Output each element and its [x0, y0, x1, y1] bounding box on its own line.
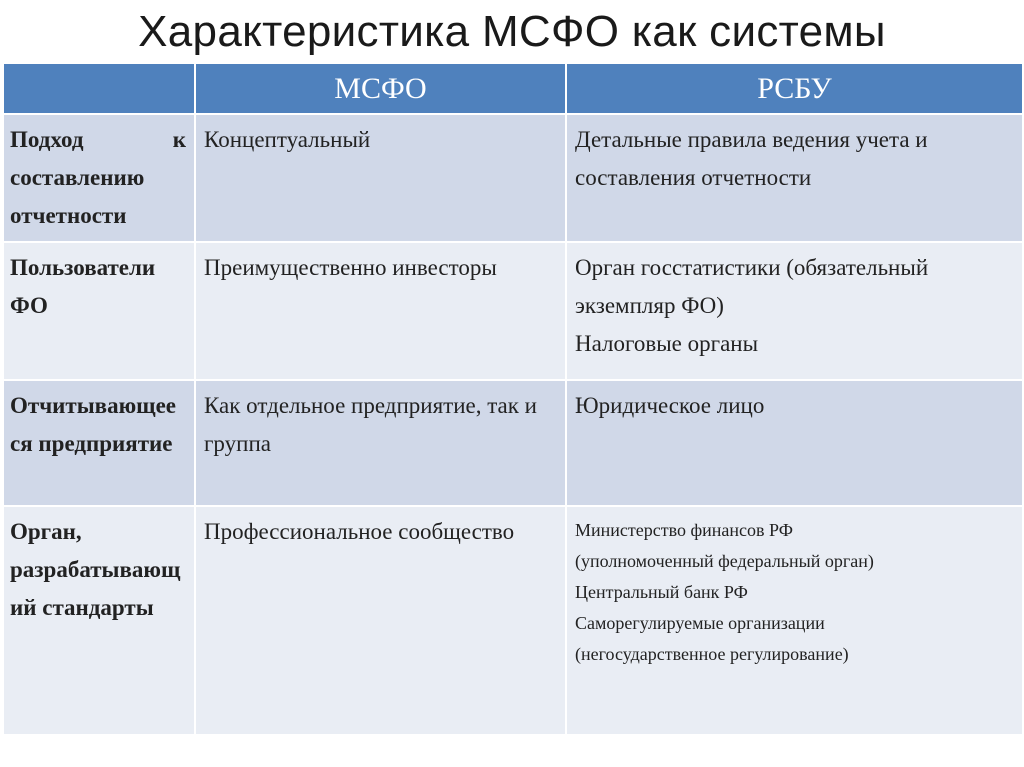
row-label-approach: Подход к составлению отчетности — [3, 114, 195, 242]
cell-text: Орган госстатистики (обязательный экземпляр ФО) — [575, 255, 929, 318]
cell-text: Саморегулируемые организации — [575, 613, 825, 633]
cell-text: Как отдельное предприятие, так и группа — [204, 393, 537, 456]
cell-text: Юридическое лицо — [575, 393, 765, 418]
cell-msfo-reporting-entity — [195, 380, 566, 506]
row-label-users: Пользователи ФО — [3, 242, 195, 380]
cell-text: Налоговые органы — [575, 331, 759, 356]
comparison-table — [2, 62, 1024, 736]
cell-rsbu-users — [566, 242, 1023, 380]
header-msfo: МСФО — [195, 63, 566, 114]
cell-text: Профессиональное сообщество — [204, 519, 515, 544]
cell-text: (уполномоченный федеральный орган) — [575, 551, 874, 571]
row-label-standard-setter: Орган, разрабатывающий стандарты — [3, 506, 195, 735]
table-row — [3, 380, 1023, 506]
cell-text: Концептуальный — [204, 127, 371, 152]
cell-msfo-standard-setter — [195, 506, 566, 735]
table-row — [3, 114, 1023, 242]
cell-msfo-approach — [195, 114, 566, 242]
cell-text: Центральный банк РФ — [575, 582, 748, 602]
cell-rsbu-reporting-entity — [566, 380, 1023, 506]
header-rsbu: РСБУ — [566, 63, 1023, 114]
table-row — [3, 506, 1023, 735]
cell-rsbu-standard-setter — [566, 506, 1023, 735]
cell-text: Детальные правила ведения учета и составления отчетности — [575, 127, 928, 190]
page-title: Характеристика МСФО как системы — [138, 7, 886, 56]
table-row — [3, 242, 1023, 380]
cell-text: Министерство финансов РФ — [575, 520, 793, 540]
header-corner-cell — [3, 63, 195, 114]
table-header-row — [3, 63, 1023, 114]
cell-text: (негосударственное регулирование) — [575, 644, 849, 664]
row-label-reporting-entity: Отчитывающееся предприятие — [3, 380, 195, 506]
cell-msfo-users — [195, 242, 566, 380]
cell-text: Преимущественно инвесторы — [204, 255, 497, 280]
cell-rsbu-approach — [566, 114, 1023, 242]
